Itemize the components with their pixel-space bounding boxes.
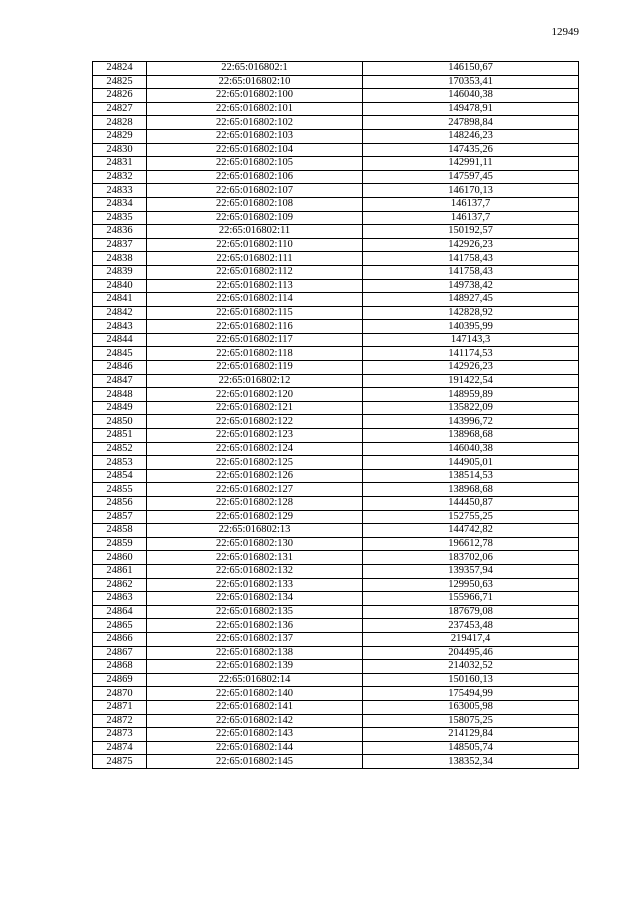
table-row (93, 197, 579, 211)
value-cell: 196612,78 (363, 537, 579, 551)
cadastral-number-cell: 22:65:016802:128 (147, 497, 363, 511)
value-cell: 214129,84 (363, 728, 579, 742)
value-cell: 144450,87 (363, 497, 579, 511)
table-row (93, 320, 579, 334)
row-number-cell: 24826 (93, 89, 147, 103)
table-row (93, 442, 579, 456)
cadastral-number-cell: 22:65:016802:103 (147, 129, 363, 143)
value-cell: 187679,08 (363, 605, 579, 619)
row-number-cell: 24866 (93, 632, 147, 646)
cadastral-number-cell: 22:65:016802:131 (147, 551, 363, 565)
row-number-cell: 24849 (93, 401, 147, 415)
table-row (93, 279, 579, 293)
value-cell: 138968,68 (363, 483, 579, 497)
cadastral-number-cell: 22:65:016802:111 (147, 252, 363, 266)
cadastral-number-cell: 22:65:016802:141 (147, 700, 363, 714)
cadastral-number-cell: 22:65:016802:122 (147, 415, 363, 429)
row-number-cell: 24861 (93, 564, 147, 578)
cadastral-number-cell: 22:65:016802:129 (147, 510, 363, 524)
row-number-cell: 24854 (93, 469, 147, 483)
value-cell: 142991,11 (363, 157, 579, 171)
row-number-cell: 24844 (93, 333, 147, 347)
table-row (93, 660, 579, 674)
value-cell: 149478,91 (363, 102, 579, 116)
cadastral-number-cell: 22:65:016802:139 (147, 660, 363, 674)
table-row (93, 89, 579, 103)
table-row (93, 741, 579, 755)
cadastral-number-cell: 22:65:016802:12 (147, 374, 363, 388)
value-cell: 142926,23 (363, 361, 579, 375)
row-number-cell: 24825 (93, 75, 147, 89)
value-cell: 214032,52 (363, 660, 579, 674)
table-body (93, 62, 579, 769)
row-number-cell: 24848 (93, 388, 147, 402)
value-cell: 148505,74 (363, 741, 579, 755)
cadastral-number-cell: 22:65:016802:126 (147, 469, 363, 483)
table-row (93, 714, 579, 728)
value-cell: 142926,23 (363, 238, 579, 252)
table-row (93, 157, 579, 171)
cadastral-number-cell: 22:65:016802:10 (147, 75, 363, 89)
value-cell: 204495,46 (363, 646, 579, 660)
cadastral-number-cell: 22:65:016802:137 (147, 632, 363, 646)
value-cell: 237453,48 (363, 619, 579, 633)
table-row (93, 116, 579, 130)
row-number-cell: 24845 (93, 347, 147, 361)
table-row (93, 75, 579, 89)
row-number-cell: 24833 (93, 184, 147, 198)
value-cell: 135822,09 (363, 401, 579, 415)
value-cell: 191422,54 (363, 374, 579, 388)
row-number-cell: 24839 (93, 265, 147, 279)
table-row (93, 755, 579, 769)
row-number-cell: 24862 (93, 578, 147, 592)
table-row (93, 456, 579, 470)
cadastral-number-cell: 22:65:016802:118 (147, 347, 363, 361)
cadastral-number-cell: 22:65:016802:109 (147, 211, 363, 225)
cadastral-number-cell: 22:65:016802:134 (147, 592, 363, 606)
table-row (93, 673, 579, 687)
table-row (93, 306, 579, 320)
table-row (93, 700, 579, 714)
value-cell: 144742,82 (363, 524, 579, 538)
row-number-cell: 24829 (93, 129, 147, 143)
cadastral-number-cell: 22:65:016802:114 (147, 293, 363, 307)
cadastral-number-cell: 22:65:016802:104 (147, 143, 363, 157)
value-cell: 141174,53 (363, 347, 579, 361)
row-number-cell: 24847 (93, 374, 147, 388)
table-row (93, 143, 579, 157)
row-number-cell: 24842 (93, 306, 147, 320)
cadastral-number-cell: 22:65:016802:13 (147, 524, 363, 538)
table-row (93, 510, 579, 524)
value-cell: 149738,42 (363, 279, 579, 293)
cadastral-number-cell: 22:65:016802:121 (147, 401, 363, 415)
cadastral-number-cell: 22:65:016802:101 (147, 102, 363, 116)
row-number-cell: 24838 (93, 252, 147, 266)
cadastral-number-cell: 22:65:016802:116 (147, 320, 363, 334)
row-number-cell: 24870 (93, 687, 147, 701)
value-cell: 219417,4 (363, 632, 579, 646)
value-cell: 152755,25 (363, 510, 579, 524)
value-cell: 138968,68 (363, 429, 579, 443)
value-cell: 141758,43 (363, 252, 579, 266)
table-row (93, 564, 579, 578)
row-number-cell: 24855 (93, 483, 147, 497)
cadastral-number-cell: 22:65:016802:105 (147, 157, 363, 171)
row-number-cell: 24850 (93, 415, 147, 429)
value-cell: 144905,01 (363, 456, 579, 470)
row-number-cell: 24871 (93, 700, 147, 714)
value-cell: 141758,43 (363, 265, 579, 279)
value-cell: 139357,94 (363, 564, 579, 578)
table-row (93, 62, 579, 76)
cadastral-number-cell: 22:65:016802:130 (147, 537, 363, 551)
table-row (93, 211, 579, 225)
row-number-cell: 24865 (93, 619, 147, 633)
cadastral-number-cell: 22:65:016802:117 (147, 333, 363, 347)
table-row (93, 551, 579, 565)
row-number-cell: 24828 (93, 116, 147, 130)
value-cell: 163005,98 (363, 700, 579, 714)
value-cell: 150160,13 (363, 673, 579, 687)
table-row (93, 170, 579, 184)
cadastral-number-cell: 22:65:016802:112 (147, 265, 363, 279)
value-cell: 146040,38 (363, 442, 579, 456)
table-row (93, 347, 579, 361)
table-row (93, 632, 579, 646)
value-cell: 142828,92 (363, 306, 579, 320)
row-number-cell: 24863 (93, 592, 147, 606)
table-row (93, 605, 579, 619)
value-cell: 148246,23 (363, 129, 579, 143)
row-number-cell: 24837 (93, 238, 147, 252)
cadastral-number-cell: 22:65:016802:135 (147, 605, 363, 619)
table-row (93, 497, 579, 511)
row-number-cell: 24872 (93, 714, 147, 728)
value-cell: 150192,57 (363, 225, 579, 239)
table-row (93, 524, 579, 538)
value-cell: 140395,99 (363, 320, 579, 334)
cadastral-number-cell: 22:65:016802:106 (147, 170, 363, 184)
table-row (93, 265, 579, 279)
table-row (93, 687, 579, 701)
table-row (93, 129, 579, 143)
cadastral-number-cell: 22:65:016802:102 (147, 116, 363, 130)
cadastral-number-cell: 22:65:016802:119 (147, 361, 363, 375)
table-row (93, 728, 579, 742)
page-number: 12949 (551, 26, 579, 38)
table-row (93, 469, 579, 483)
value-cell: 129950,63 (363, 578, 579, 592)
cadastral-number-cell: 22:65:016802:120 (147, 388, 363, 402)
cadastral-number-cell: 22:65:016802:110 (147, 238, 363, 252)
cadastral-number-cell: 22:65:016802:143 (147, 728, 363, 742)
row-number-cell: 24831 (93, 157, 147, 171)
table-row (93, 184, 579, 198)
row-number-cell: 24869 (93, 673, 147, 687)
row-number-cell: 24834 (93, 197, 147, 211)
table-row (93, 388, 579, 402)
table-row (93, 361, 579, 375)
table-row (93, 483, 579, 497)
row-number-cell: 24852 (93, 442, 147, 456)
row-number-cell: 24857 (93, 510, 147, 524)
cadastral-number-cell: 22:65:016802:136 (147, 619, 363, 633)
cadastral-number-cell: 22:65:016802:1 (147, 62, 363, 76)
value-cell: 146170,13 (363, 184, 579, 198)
table-row (93, 252, 579, 266)
table-row (93, 102, 579, 116)
value-cell: 138514,53 (363, 469, 579, 483)
table-row (93, 225, 579, 239)
table-row (93, 646, 579, 660)
row-number-cell: 24859 (93, 537, 147, 551)
row-number-cell: 24868 (93, 660, 147, 674)
row-number-cell: 24843 (93, 320, 147, 334)
cadastral-number-cell: 22:65:016802:140 (147, 687, 363, 701)
value-cell: 146137,7 (363, 211, 579, 225)
row-number-cell: 24851 (93, 429, 147, 443)
value-cell: 148959,89 (363, 388, 579, 402)
cadastral-number-cell: 22:65:016802:133 (147, 578, 363, 592)
value-cell: 247898,84 (363, 116, 579, 130)
cadastral-number-cell: 22:65:016802:113 (147, 279, 363, 293)
table-row (93, 374, 579, 388)
cadastral-number-cell: 22:65:016802:123 (147, 429, 363, 443)
value-cell: 146040,38 (363, 89, 579, 103)
value-cell: 158075,25 (363, 714, 579, 728)
value-cell: 170353,41 (363, 75, 579, 89)
row-number-cell: 24846 (93, 361, 147, 375)
table-row (93, 592, 579, 606)
row-number-cell: 24858 (93, 524, 147, 538)
value-cell: 147435,26 (363, 143, 579, 157)
table-row (93, 415, 579, 429)
row-number-cell: 24841 (93, 293, 147, 307)
cadastral-number-cell: 22:65:016802:125 (147, 456, 363, 470)
value-cell: 146150,67 (363, 62, 579, 76)
table-row (93, 537, 579, 551)
row-number-cell: 24853 (93, 456, 147, 470)
table-row (93, 333, 579, 347)
cadastral-number-cell: 22:65:016802:11 (147, 225, 363, 239)
value-cell: 147143,3 (363, 333, 579, 347)
cadastral-number-cell: 22:65:016802:145 (147, 755, 363, 769)
table-row (93, 293, 579, 307)
value-cell: 183702,06 (363, 551, 579, 565)
cadastral-number-cell: 22:65:016802:144 (147, 741, 363, 755)
row-number-cell: 24836 (93, 225, 147, 239)
row-number-cell: 24875 (93, 755, 147, 769)
value-cell: 146137,7 (363, 197, 579, 211)
table-row (93, 578, 579, 592)
cadastral-number-cell: 22:65:016802:142 (147, 714, 363, 728)
value-cell: 175494,99 (363, 687, 579, 701)
row-number-cell: 24874 (93, 741, 147, 755)
row-number-cell: 24856 (93, 497, 147, 511)
row-number-cell: 24832 (93, 170, 147, 184)
cadastral-value-table (92, 61, 579, 769)
table-row (93, 429, 579, 443)
cadastral-number-cell: 22:65:016802:124 (147, 442, 363, 456)
value-cell: 138352,34 (363, 755, 579, 769)
cadastral-number-cell: 22:65:016802:108 (147, 197, 363, 211)
row-number-cell: 24840 (93, 279, 147, 293)
row-number-cell: 24824 (93, 62, 147, 76)
cadastral-number-cell: 22:65:016802:107 (147, 184, 363, 198)
row-number-cell: 24864 (93, 605, 147, 619)
row-number-cell: 24830 (93, 143, 147, 157)
row-number-cell: 24835 (93, 211, 147, 225)
value-cell: 147597,45 (363, 170, 579, 184)
row-number-cell: 24860 (93, 551, 147, 565)
table-row (93, 619, 579, 633)
cadastral-number-cell: 22:65:016802:132 (147, 564, 363, 578)
cadastral-number-cell: 22:65:016802:14 (147, 673, 363, 687)
cadastral-number-cell: 22:65:016802:127 (147, 483, 363, 497)
value-cell: 148927,45 (363, 293, 579, 307)
table-row (93, 238, 579, 252)
value-cell: 155966,71 (363, 592, 579, 606)
cadastral-number-cell: 22:65:016802:100 (147, 89, 363, 103)
cadastral-number-cell: 22:65:016802:115 (147, 306, 363, 320)
value-cell: 143996,72 (363, 415, 579, 429)
table-row (93, 401, 579, 415)
row-number-cell: 24827 (93, 102, 147, 116)
row-number-cell: 24873 (93, 728, 147, 742)
cadastral-number-cell: 22:65:016802:138 (147, 646, 363, 660)
row-number-cell: 24867 (93, 646, 147, 660)
